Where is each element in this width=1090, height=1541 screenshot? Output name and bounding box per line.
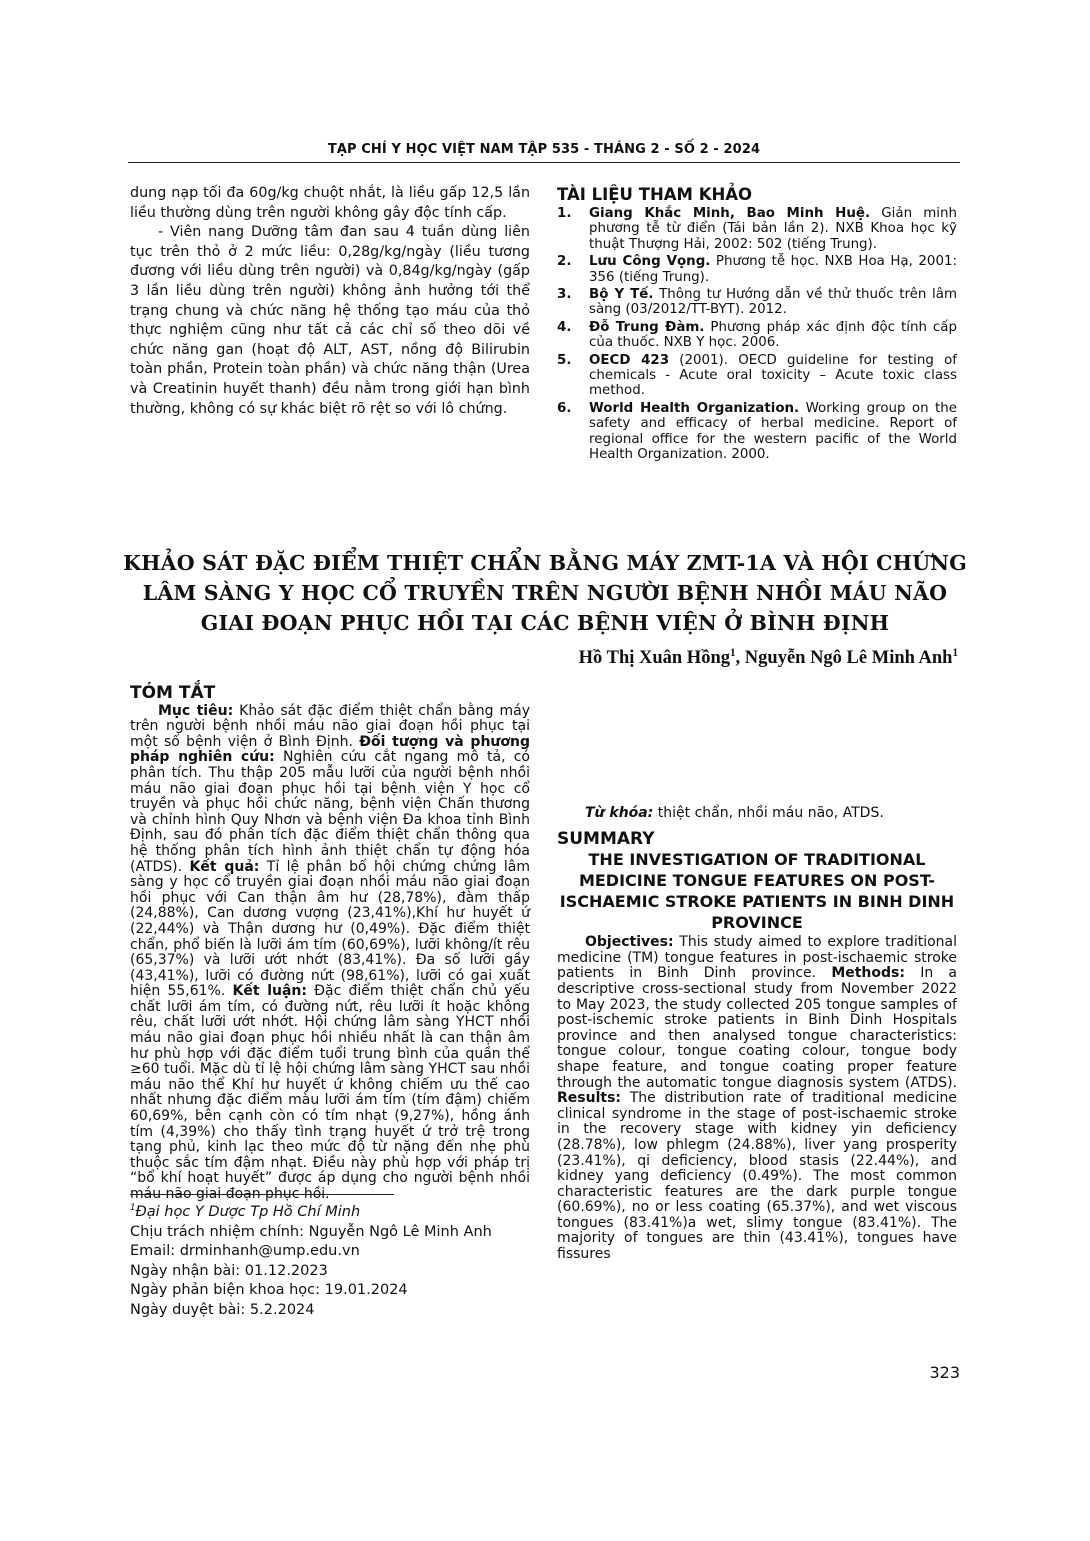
reference-author: OECD 423	[589, 352, 670, 368]
abstract-vi-body: Mục tiêu: Khảo sát đặc điểm thiệt chẩn bằng máy trên người bệnh nhồi máu não giai đoạn hồi phục tại một số bệnh viện ở Bình Định. Đối tượng và phương pháp nghiên cứu: Nghiên cứu cắt ngang mô tả, có phân tích. Thu thập 205 mẫu lưỡi của người bệnh nhồi máu não giai đoạn phục hồi tại bệnh viện Y học cổ truyền và phục hồi chức năng, bệnh viện Chấn thương và chỉnh hình Quy Nhơn và bệnh viện Đa khoa tỉnh Bình Định, sau đó phân tích đặc điểm thiệt chẩn thông qua hệ thống phân tích hình ảnh thiệt chẩn tự động hóa (ATDS). Kết quả: Tỉ lệ phân bố hội chứng chứng lâm sàng y học cổ truyền giai đoạn nhồi máu não giai đoạn hồi phục với Can thận âm hư (28,78%), đàm thấp (24,88%), Can dương vượng (23,41%),Khí hư huyết ứ (22,44%) và Thận dương hư (0,49%). Đặc điểm thiệt chẩn, phổ biến là lưỡi ám tím (60,69%), lưỡi không/ít rêu (65,37%) và lưỡi ướt nhớt (83,41%). Đa số lưỡi gầy (43,41%), lưỡi có đường nứt (98,61%), lưỡi có gai xuất hiện 55,61%. Kết luận: Đặc điểm thiệt chẩn chủ yếu chất lưỡi ám tím, có đường nứt, rêu lưỡi ít hoặc không rêu, chất lưỡi ướt nhớt. Hội chứng lâm sàng YHCT nhồi máu não giai đoạn phục hồi nhiều nhất là can thận âm hư phù hợp với đặc điểm tuổi trung bình của quần thể ≥60 tuổi. Mặc dù tỉ lệ hội chứng lâm sàng YHCT sau nhồi máu não thể Khí hư huyết ứ không chiếm ưu thế cao nhất nhưng đặc điểm màu lưỡi ám tím (tím đậm) chiếm 60,69%, bên cạnh còn có tím nhạt (9,27%), hồng ánh tím (4,39%) cho thấy tình trạng huyết ứ trở trệ trong tạng phủ, kinh lạc theo mức độ từ nặng đến nhẹ phù thuộc sắc tím đậm nhạt. Điều này phù hợp với pháp trị “bổ khí hoạt huyết” được áp dụng cho người bệnh nhồi máu não giai đoạn phục hồi.	[130, 702, 530, 1202]
keywords: Từ khóa: thiệt chẩn, nhồi máu não, ATDS.	[585, 805, 884, 821]
reference-author: World Health Organization.	[589, 400, 800, 416]
received-date: Ngày nhận bài: 01.12.2023	[130, 1262, 328, 1279]
reference-item: 5. OECD 423 (2001). OECD guideline for testing of chemicals - Acute oral toxicity – Acute toxic class method.	[557, 352, 957, 399]
previous-article-conclusion	[130, 184, 530, 419]
summary-column	[557, 686, 957, 1263]
conclusion-paragraph-2: - Viên nang Dưỡng tâm đan sau 4 tuần dùng liên tục trên thỏ ở 2 mức liều: 0,28g/kg/ngày (liều tương đương với liều dùng trên người) và 0,84g/kg/ngày (gấp 3 lần liều dùng trên người) không ảnh hưởng tới thể trạng chung và chức năng hệ thống tạo máu của thỏ thực nghiệm cũng như tất cả các chỉ số theo dõi về chức năng gan (hoạt độ ALT, AST, nồng độ Bilirubin toàn phần, Protein toàn phần) và chức năng thận (Urea và Creatinin huyết thanh) đều nằm trong giới hạn bình thường, không có sự khác biệt rõ rệt so với lô chứng.	[130, 224, 530, 417]
reference-author: Lưu Công Vọng.	[589, 254, 711, 270]
reference-item: 3. Bộ Y Tế. Thông tư Hướng dẫn về thử thuốc trên lâm sàng (03/2012/TT-BYT). 2012.	[557, 287, 957, 318]
reference-item: 6. World Health Organization. Working group on the safety and efficacy of herbal medicine. Report of regional office for the western pacific of the World Health Organization. 2000.	[557, 400, 957, 463]
summary-title: THE INVESTIGATION OF TRADITIONAL MEDICINE TONGUE FEATURES ON POST-ISCHAEMIC STROKE PATIENTS IN BINH DINH PROVINCE	[559, 850, 955, 933]
footnote-rule	[130, 1194, 394, 1195]
header-rule	[128, 162, 960, 163]
conclusion-paragraph-1: dung nạp tối đa 60g/kg chuột nhắt, là liều gấp 12,5 lần liều thường dùng trên người không gây độc tính cấp.	[130, 185, 530, 221]
affiliation-footnote: $^1$Đại học Y Dược Tp Hồ Chí Minh	[130, 1203, 361, 1220]
title-line-2: LÂM SÀNG Y HỌC CỔ TRUYỀN TRÊN NGƯỜI BỆNH NHỒI MÁU NÃO	[142, 581, 948, 605]
reference-item: 4. Đỗ Trung Đàm. Phương pháp xác định độc tính cấp của thuốc. NXB Y học. 2006.	[557, 319, 957, 351]
references-list	[557, 206, 957, 463]
reference-item: 2. Lưu Công Vọng. Phương tễ học. NXB Hoa Hạ, 2001: 356 (tiếng Trung).	[557, 254, 957, 285]
contact-email: Email: drminhanh@ump.edu.vn	[130, 1243, 360, 1259]
title-line-1: KHẢO SÁT ĐẶC ĐIỂM THIỆT CHẨN BẰNG MÁY ZMT-1A VÀ HỘI CHỨNG	[123, 551, 967, 575]
author-2: Nguyễn Ngô Lê Minh Anh	[744, 648, 953, 668]
reference-author: Đỗ Trung Đàm.	[589, 319, 705, 335]
reference-author: Bộ Y Tế.	[589, 287, 654, 303]
accepted-date: Ngày duyệt bài: 5.2.2024	[130, 1301, 315, 1318]
author-1-affiliation: 1	[730, 646, 736, 659]
abstract-vi-column	[130, 683, 530, 1203]
summary-body: Objectives: This study aimed to explore traditional medicine (TM) tongue features in post-ischaemic stroke patients in Binh Dinh province. Methods: In a descriptive cross-sectional study from November 2022 to May 2023, the study collected 205 tongue samples of post-ischemic stroke patients in Binh Dinh Hospitals province and then analysed tongue characteristics: tongue colour, tongue coating colour, tongue body shape feature, and tongue coating proper feature through the automatic tongue diagnosis system (ATDS). Results: The distribution rate of traditional medicine clinical syndrome in the stage of post-ischaemic stroke in the recovery stage with kidney yin deficiency (28.78%), low phlegm (24.88%), liver yang prosperity (23.41%), qi deficiency, blood stasis (22.44%), and kidney yang deficiency (0.49%). The most common characteristic features are the dark purple tongue (60.69%), no or less coating (65.37%), and wet viscous tongues (83.41%)a wet, slimy tongue (83.41%). The majority of tongues are thin (43.41%), tongues have fissures	[557, 934, 957, 1263]
references-section	[557, 185, 957, 465]
authors-line: Hồ Thị Xuân Hồng$^1$, Nguyễn Ngô Lê Minh Anh$^1$	[578, 646, 958, 668]
responsible-author: Chịu trách nhiệm chính: Nguyễn Ngô Lê Minh Anh	[130, 1223, 492, 1240]
footnotes	[130, 1203, 492, 1320]
page-number: 323	[929, 1363, 960, 1382]
abstract-vi-heading: TÓM TẮT	[130, 683, 216, 703]
summary-heading: SUMMARY	[557, 828, 655, 849]
author-1: Hồ Thị Xuân Hồng	[578, 648, 730, 668]
review-date: Ngày phản biện khoa học: 19.01.2024	[130, 1282, 408, 1298]
journal-header: TẠP CHÍ Y HỌC VIỆT NAM TẬP 535 - THÁNG 2 - SỐ 2 - 2024	[327, 142, 761, 157]
references-heading: TÀI LIỆU THAM KHẢO	[557, 185, 753, 204]
author-2-affiliation: 1	[952, 646, 958, 659]
reference-author: Giang Khắc Minh, Bao Minh Huệ.	[589, 206, 871, 221]
article-title	[100, 548, 990, 638]
title-line-3: GIAI ĐOẠN PHỤC HỒI TẠI CÁC BỆNH VIỆN Ở BÌNH ĐỊNH	[200, 611, 890, 635]
reference-item: 1. Giang Khắc Minh, Bao Minh Huệ. Giản minh phương tễ từ điển (Tái bản lần 2). NXB Khoa học kỹ thuật Thượng Hải, 2002: 502 (tiếng Trung).	[557, 206, 957, 252]
